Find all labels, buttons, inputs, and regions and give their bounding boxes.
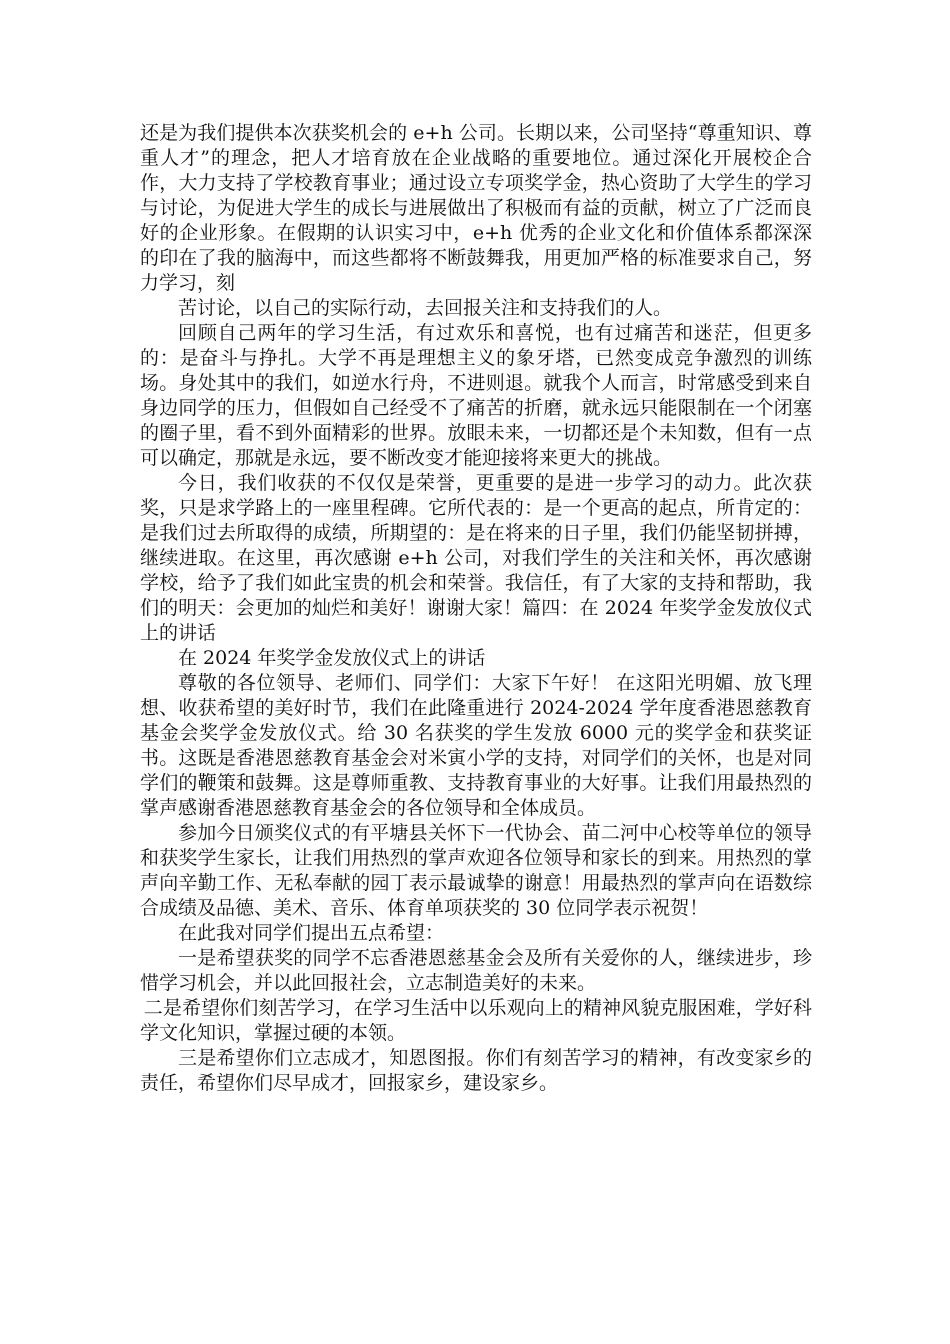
paragraph-5: 尊敬的各位领导、老师们、同学们：大家下午好！ 在这阳光明媚、放飞理想、收获希望的美好时节，我们在此隆重进行 2024-2024 学年度香港恩慈教育基金会奖学金发放仪式。给 30 名获奖的学生发放 6000 元的奖学金和获奖证书。这既是香港恩慈教育基金会对米寅小学的支持，对同学们的关怀，也是对同学们的鞭策和鼓舞。这是尊师重教、支持教育事业的大好事。让我们用最热烈的掌声感谢香港恩慈教育基金会的各位领导和全体成员。: [140, 672, 812, 819]
paragraph-7: 在此我对同学们提出五点希望：: [178, 922, 445, 944]
paragraph-6: 参加今日颁奖仪式的有平塘县关怀下一代协会、苗二河中心校等单位的领导和获奖学生家长，让我们用热烈的掌声欢迎各位领导和家长的到来。用热烈的掌声向辛勤工作、无私奉献的园丁表示最诚挚的谢意！用最热烈的掌声向在语数综合成绩及品德、美术、音乐、体育单项获奖的 30 位同学表示祝贺！: [140, 822, 812, 919]
paragraph-1: 还是为我们提供本次获奖机会的 e+h 公司。长期以来，公司坚持“尊重知识、尊重人才”的理念，把人才培育放在企业战略的重要地位。通过深化开展校企合作，大力支持了学校教育事业；通过设立专项奖学金，热心资助了大学生的学习与讨论，为促进大学生的成长与进展做出了积极而有益的贡献，树立了广泛而良好的企业形象。在假期的认识实习中，e+h 优秀的企业文化和价值体系都深深的印在了我的脑海中，而这些都将不断鼓舞我，用更加严格的标准要求自己，努力学习，刻: [140, 122, 812, 294]
paragraph-3: 回顾自己两年的学习生活，有过欢乐和喜悦，也有过痛苦和迷茫，但更多的：是奋斗与挣扎。大学不再是理想主义的象牙塔，已然变成竞争激烈的训练场。身处其中的我们，如逆水行舟，不进则退。就我个人而言，时常感受到来自身边同学的压力，但假如自己经受不了痛苦的折磨，就永远只能限制在一个闭塞的圈子里，看不到外面精彩的世界。放眼未来，一切都还是个未知数，但有一点可以确定，那就是永远，要不断改变才能迎接将来更大的挑战。: [140, 322, 812, 469]
section-title: 在 2024 年奖学金发放仪式上的讲话: [178, 647, 486, 669]
paragraph-9: 二是希望你们刻苦学习，在学习生活中以乐观向上的精神风貌克服困难，学好科学文化知识，掌握过硬的本领。: [140, 997, 812, 1044]
document-page: [140, 121, 812, 1096]
paragraph-10: 三是希望你们立志成才，知恩图报。你们有刻苦学习的精神，有改变家乡的责任，希望你们尽早成才，回报家乡，建设家乡。: [140, 1047, 812, 1094]
paragraph-8: 一是希望获奖的同学不忘香港恩慈基金会及所有关爱你的人，继续进步，珍惜学习机会，并以此回报社会，立志制造美好的未来。: [140, 947, 812, 994]
paragraph-4: 今日，我们收获的不仅仅是荣誉，更重要的是进一步学习的动力。此次获奖，只是求学路上的一座里程碑。它所代表的：是一个更高的起点，所肯定的：是我们过去所取得的成绩，所期望的：是在将来的日子里，我们仍能坚韧拼搏，继续进取。在这里，再次感谢 e+h 公司，对我们学生的关注和关怀，再次感谢学校，给予了我们如此宝贵的机会和荣誉。我信任，有了大家的支持和帮助，我们的明天：会更加的灿烂和美好！谢谢大家！篇四：在 2024 年奖学金发放仪式上的讲话: [140, 472, 812, 644]
paragraph-2: 苦讨论，以自己的实际行动，去回报关注和支持我们的人。: [178, 297, 673, 319]
